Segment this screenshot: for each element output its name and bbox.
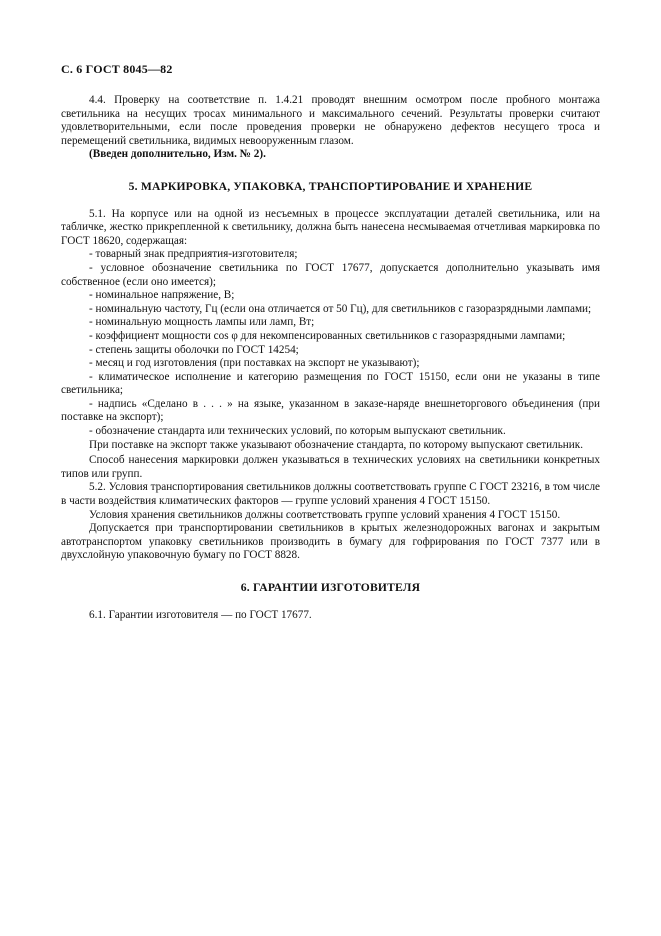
list-item: - надпись «Сделано в . . . » на языке, указанном в заказе-наряде внешнеторгового объединения (при поставке на экспорт); [61, 397, 600, 424]
marking-method-paragraph: Способ нанесения маркировки должен указываться в технических условиях на светильники конкретных типов или групп. [61, 454, 600, 480]
packaging-paragraph: Допускается при транспортировании светильников в крытых железнодорожных вагонах и закрытым автотранспортом упаковку светильников производить в бумагу для гофрирования по ГОСТ 7377 или в двухслойную упаковочную бумагу по ГОСТ 8828. [61, 522, 600, 562]
list-item: - климатическое исполнение и категорию размещения по ГОСТ 15150, если они не указаны в типе светильника; [61, 370, 600, 397]
list-item: - месяц и год изготовления (при поставках на экспорт не указывают); [89, 357, 420, 370]
list-item: - обозначение стандарта или технических условий, по которым выпускают светильник. [89, 425, 506, 438]
running-head: С. 6 ГОСТ 8045—82 [61, 62, 173, 76]
paragraph-6-1: 6.1. Гарантии изготовителя — по ГОСТ 17677. [89, 608, 312, 621]
paragraph-5-2: 5.2. Условия транспортирования светильников должны соответствовать группе С ГОСТ 23216, в том числе в части воздействия климатических факторов — группе условий хранения 4 ГОСТ 15150. [61, 481, 600, 508]
paragraph-5-1: 5.1. На корпусе или на одной из несъемных в процессе эксплуатации деталей светильника, или на табличке, жестко прикрепленной к светильнику, должна быть нанесена несмываемая отчетливая маркировка по ГОСТ 18620, содержащая: [61, 207, 600, 247]
storage-paragraph: Условия хранения светильников должны соответствовать группе условий хранения 4 ГОСТ 15150. [89, 508, 561, 521]
section-5-heading: 5. МАРКИРОВКА, УПАКОВКА, ТРАНСПОРТИРОВАНИЕ И ХРАНЕНИЕ [128, 179, 533, 193]
list-item: - условное обозначение светильника по ГОСТ 17677, допускается дополнительно указывать имя собственное (если оно имеется); [61, 261, 600, 288]
list-item: - коэффициент мощности cos φ для некомпенсированных светильников с газоразрядными лампами; [89, 329, 566, 342]
list-item: - товарный знак предприятия-изготовителя; [89, 248, 298, 261]
amendment-note: (Введен дополнительно, Изм. № 2). [89, 148, 266, 161]
paragraph-4-4: 4.4. Проверку на соответствие п. 1.4.21 проводят внешним осмотром после пробного монтажа светильника на несущих тросах минимального и максимального сечений. Результаты проверки считают удовлетворительными, если после проведения проверки не обнаружено дефектов несущего троса и перемещений светильника, видимых невооруженным глазом. [61, 94, 600, 147]
export-note: При поставке на экспорт также указывают обозначение стандарта, по которому выпускают светильник. [89, 438, 584, 451]
list-item: - номинальное напряжение, В; [89, 289, 235, 302]
list-item: - степень защиты оболочки по ГОСТ 14254; [89, 343, 299, 356]
list-item: - номинальную мощность лампы или ламп, Вт; [89, 316, 315, 329]
document-body [61, 94, 600, 622]
section-6-heading: 6. ГАРАНТИИ ИЗГОТОВИТЕЛЯ [240, 581, 421, 594]
list-item: - номинальную частоту, Гц (если она отличается от 50 Гц), для светильников с газоразрядными лампами; [89, 302, 592, 315]
